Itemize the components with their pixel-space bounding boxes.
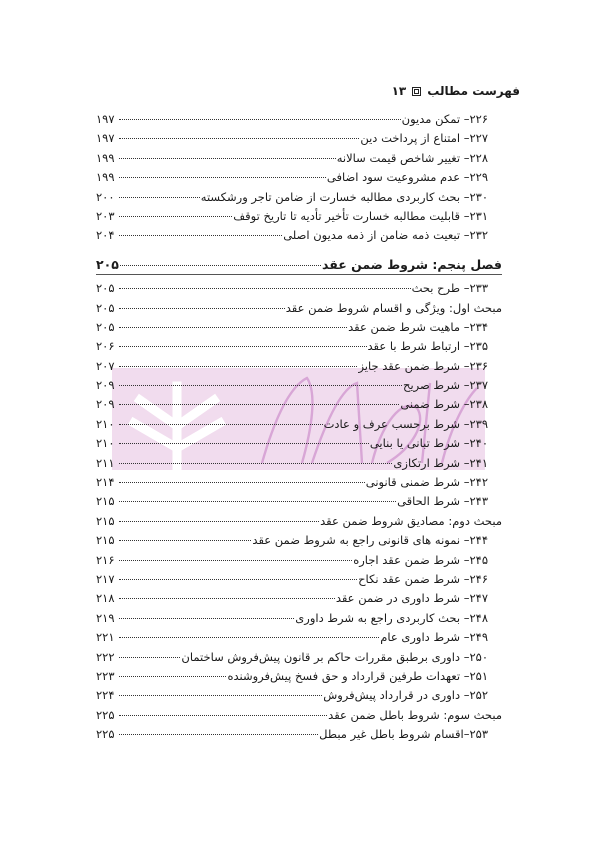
toc-entry[interactable] <box>96 648 502 667</box>
toc-entry[interactable] <box>96 168 502 187</box>
leader-dots <box>119 177 326 178</box>
leader-dots <box>119 618 294 619</box>
toc-entry[interactable] <box>96 337 502 356</box>
toc-entry-title: ۲۴۴– نمونه های قانونی راجع به شروط ضمن عقد <box>252 533 488 548</box>
section-page: ۲۱۵ <box>96 513 115 528</box>
toc-entry-title: ۲۴۸– بحث کاربردی راجع به شرط داوری <box>295 610 488 625</box>
toc-entry-title: ۲۳۰– بحث کاربردی مطالبه خسارت از ضامن تاجر ورشکسته <box>200 189 488 204</box>
running-header <box>92 84 520 98</box>
toc-section-heading[interactable] <box>96 706 502 725</box>
toc-entry[interactable] <box>96 415 502 434</box>
leader-dots <box>119 540 251 541</box>
toc-entry[interactable] <box>96 129 502 148</box>
toc-entry-page: ۲۰۴ <box>96 228 115 243</box>
leader-dots <box>119 308 285 309</box>
toc-entry[interactable] <box>96 628 502 647</box>
leader-dots <box>119 119 401 120</box>
toc-entry-page: ۲۱۰ <box>96 416 115 431</box>
leader-dots <box>119 404 399 405</box>
toc-entry-page: ۲۱۱ <box>96 455 115 470</box>
toc-entry-title: ۲۳۸– شرط ضمنی <box>400 397 488 412</box>
leader-dots <box>119 657 180 658</box>
leader-dots <box>120 265 321 266</box>
toc-entry-page: ۱۹۹ <box>96 170 115 185</box>
toc-entry-title: ۲۴۹– شرط داوری عام <box>380 630 488 645</box>
toc-entry-page: ۱۹۷ <box>96 112 115 126</box>
leader-dots <box>119 327 347 328</box>
section-title: مبحث اول: ویژگی و اقسام شروط ضمن عقد <box>285 300 502 315</box>
toc-entry-page: ۲۱۹ <box>96 610 115 625</box>
leader-dots <box>119 598 335 599</box>
toc-entry-page: ۲۲۱ <box>96 630 115 645</box>
toc-entry-page: ۲۱۵ <box>96 494 115 509</box>
toc-entry[interactable] <box>96 357 502 376</box>
toc-entry[interactable] <box>96 492 502 511</box>
toc-entry-title: ۲۴۲– شرط ضمنی قانونی <box>365 475 488 490</box>
toc-entry-title: ۲۳۴– ماهیت شرط ضمن عقد <box>348 319 488 334</box>
section-page: ۲۲۵ <box>96 707 115 722</box>
leader-dots <box>119 560 352 561</box>
toc-entry-title: ۲۲۹– عدم مشروعیت سود اضافی <box>326 170 488 185</box>
toc-entry-title: ۲۳۱– قابلیت مطالبه خسارت تأخیر تأدیه تا تاریخ توقف <box>233 208 488 223</box>
leader-dots <box>119 288 411 289</box>
toc-chapter-heading[interactable] <box>96 255 502 275</box>
toc-entry-page: ۲۲۲ <box>96 649 115 664</box>
toc-entry-title: ۲۵۰– داوری برطبق مقررات حاکم بر قانون پیش‌فروش ساختمان <box>181 649 488 664</box>
toc-entry-title: ۲۵۱– تعهدات طرفین قرارداد و حق فسخ پیش‌فروشنده <box>227 668 488 683</box>
section-title: مبحث دوم: مصادیق شروط ضمن عقد <box>320 513 502 528</box>
toc-entry[interactable] <box>96 110 502 129</box>
toc-section-heading[interactable] <box>96 512 502 531</box>
toc-entry-title: ۲۵۳–اقسام شروط باطل غیر مبطل <box>319 727 488 742</box>
toc-entry-page: ۲۱۰ <box>96 436 115 451</box>
toc-entry-page: ۲۰۵ <box>96 281 115 296</box>
toc-entry-page: ۲۰۶ <box>96 339 115 354</box>
leader-dots <box>119 579 357 580</box>
toc-section-heading[interactable] <box>96 299 502 318</box>
toc-entry[interactable] <box>96 207 502 226</box>
toc-entry[interactable] <box>96 686 502 705</box>
toc-entry-title: ۲۵۲– داوری در قرارداد پیش‌فروش <box>323 688 488 703</box>
leader-dots <box>119 158 336 159</box>
toc-entry[interactable] <box>96 454 502 473</box>
leader-dots <box>119 521 319 522</box>
toc-entry-title: ۲۴۰– شرط تبانی یا بنایی <box>369 436 488 451</box>
section-page: ۲۰۵ <box>96 300 115 315</box>
toc-entry-title: ۲۳۶– شرط ضمن عقد جایز <box>358 358 488 373</box>
toc-entry-page: ۲۱۴ <box>96 475 115 490</box>
toc-entry-title: ۲۴۵– شرط ضمن عقد اجاره <box>353 552 488 567</box>
leader-dots <box>119 695 322 696</box>
leader-dots <box>119 443 369 444</box>
toc-entry-title: ۲۳۷– شرط صریح <box>403 378 488 393</box>
page-icon <box>412 87 421 96</box>
toc-entry[interactable] <box>96 725 502 744</box>
toc-entry-page: ۲۰۵ <box>96 319 115 334</box>
toc-entry-page: ۲۱۶ <box>96 552 115 567</box>
toc-entry-title: ۲۲۷– امتناع از پرداخت دین <box>360 131 488 146</box>
toc-entry[interactable] <box>96 609 502 628</box>
toc-entry[interactable] <box>96 570 502 589</box>
leader-dots <box>119 366 357 367</box>
section-title: مبحث سوم: شروط باطل ضمن عقد <box>328 707 502 722</box>
toc-entry[interactable] <box>96 667 502 686</box>
leader-dots <box>119 235 282 236</box>
chapter-page: ۲۰۵ <box>96 256 119 272</box>
table-of-contents <box>96 110 502 745</box>
leader-dots <box>119 676 226 677</box>
toc-entry-title: ۲۴۷– شرط داوری در ضمن عقد <box>335 591 488 606</box>
toc-entry-title: ۲۲۶– تمکن مدیون <box>401 112 488 126</box>
toc-entry-page: ۲۲۳ <box>96 668 115 683</box>
leader-dots <box>119 715 327 716</box>
toc-entry-page: ۲۱۵ <box>96 533 115 548</box>
leader-dots <box>119 424 323 425</box>
toc-entry[interactable] <box>96 551 502 570</box>
toc-entry[interactable] <box>96 589 502 608</box>
toc-entry[interactable] <box>96 473 502 492</box>
toc-entry-page: ۲۲۴ <box>96 688 115 703</box>
leader-dots <box>119 346 367 347</box>
header-title: فهرست مطالب <box>427 84 520 98</box>
leader-dots <box>119 482 365 483</box>
leader-dots <box>119 216 232 217</box>
leader-dots <box>119 637 379 638</box>
toc-entry[interactable] <box>96 279 502 298</box>
toc-entry-page: ۲۰۳ <box>96 208 115 223</box>
toc-entry[interactable] <box>96 434 502 453</box>
toc-entry-page: ۲۱۸ <box>96 591 115 606</box>
toc-entry-title: ۲۳۲– تبعیت ذمه ضامن از ذمه مدیون اصلی <box>283 228 488 243</box>
toc-entry-page: ۲۰۷ <box>96 358 115 373</box>
toc-entry[interactable] <box>96 531 502 550</box>
header-page-number: ۱۳ <box>391 84 407 98</box>
leader-dots <box>119 138 359 139</box>
toc-entry-title: ۲۳۳– طرح بحث <box>411 281 488 296</box>
toc-entry-title: ۲۲۸– تغییر شاخص قیمت سالانه <box>336 150 488 165</box>
toc-entry[interactable] <box>96 226 502 245</box>
leader-dots <box>119 501 396 502</box>
toc-entry[interactable] <box>96 149 502 168</box>
toc-entry-page: ۲۰۰ <box>96 189 115 204</box>
toc-entry-page: ۲۲۵ <box>96 727 115 742</box>
chapter-title: فصل پنجم: شروط ضمن عقد <box>322 256 502 272</box>
toc-entry-page: ۲۱۷ <box>96 571 115 586</box>
toc-entry-page: ۱۹۷ <box>96 131 115 146</box>
toc-entry-title: ۲۴۱– شرط ارتکازی <box>393 455 488 470</box>
toc-entry-page: ۲۰۹ <box>96 397 115 412</box>
leader-dots <box>119 385 402 386</box>
toc-entry-title: ۲۳۵– ارتباط شرط با عقد <box>367 339 488 354</box>
leader-dots <box>119 734 318 735</box>
toc-entry[interactable] <box>96 188 502 207</box>
leader-dots <box>119 463 392 464</box>
toc-entry-title: ۲۴۶– شرط ضمن عقد نکاح <box>358 571 488 586</box>
toc-entry-title: ۲۴۳– شرط الحاقی <box>397 494 488 509</box>
toc-entry[interactable] <box>96 318 502 337</box>
toc-entry-page: ۱۹۹ <box>96 150 115 165</box>
leader-dots <box>119 197 200 198</box>
toc-entry-page: ۲۰۹ <box>96 378 115 393</box>
toc-entry[interactable] <box>96 395 502 414</box>
toc-entry[interactable] <box>96 376 502 395</box>
toc-entry-title: ۲۳۹– شرط برحسب عرف و عادت <box>323 416 488 431</box>
